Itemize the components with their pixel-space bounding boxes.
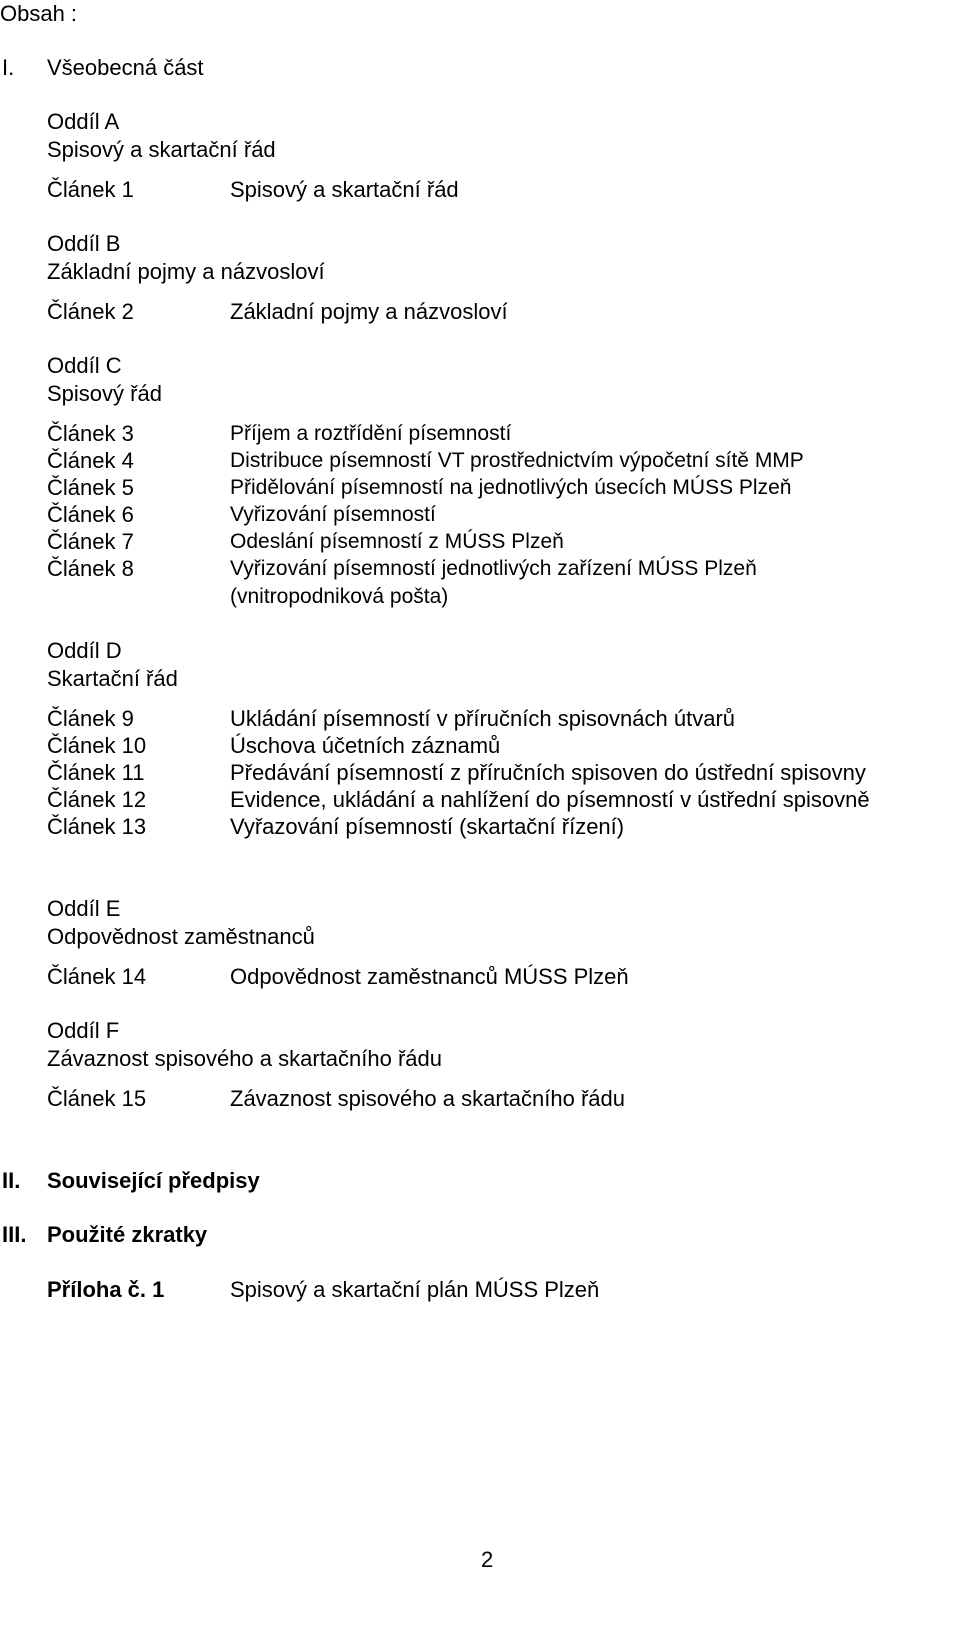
article-8-title-continued: (vnitropodniková pošta) [230, 585, 449, 608]
article-3-title: Příjem a roztřídění písemností [230, 422, 512, 445]
article-2-num: Článek 2 [47, 299, 134, 324]
section-b-label: Oddíl B [47, 231, 121, 256]
article-6-num: Článek 6 [47, 502, 134, 527]
appendix-label: Příloha č. 1 [47, 1277, 165, 1302]
section-e-label: Oddíl E [47, 896, 121, 921]
article-8-title: Vyřizování písemností jednotlivých zařízení MÚSS Plzeň [230, 557, 757, 580]
article-14-title: Odpovědnost zaměstnanců MÚSS Plzeň [230, 964, 629, 989]
page-number: 2 [481, 1547, 494, 1572]
article-3-num: Článek 3 [47, 421, 134, 446]
section-f-label: Oddíl F [47, 1018, 120, 1043]
article-14-num: Článek 14 [47, 964, 147, 989]
article-13-title: Vyřazování písemností (skartační řízení) [230, 814, 625, 839]
article-11-title: Předávání písemností z příručních spisoven do ústřední spisovny [230, 760, 866, 785]
part-1-numeral: I. [2, 55, 15, 80]
part-2-title: Související předpisy [47, 1168, 260, 1193]
article-9-num: Článek 9 [47, 706, 134, 731]
section-d-label: Oddíl D [47, 638, 122, 663]
section-e-title: Odpovědnost zaměstnanců [47, 924, 315, 949]
article-12-title: Evidence, ukládání a nahlížení do písemností v ústřední spisovně [230, 787, 870, 812]
article-7-num: Článek 7 [47, 529, 134, 554]
part-3-title: Použité zkratky [47, 1222, 208, 1247]
article-10-title: Úschova účetních záznamů [230, 733, 501, 758]
article-7-title: Odeslání písemností z MÚSS Plzeň [230, 530, 564, 553]
section-c-title: Spisový řád [47, 381, 162, 406]
article-13-num: Článek 13 [47, 814, 147, 839]
section-a-label: Oddíl A [47, 109, 120, 134]
article-1-title: Spisový a skartační řád [230, 177, 459, 202]
article-4-num: Článek 4 [47, 448, 134, 473]
section-c-label: Oddíl C [47, 353, 122, 378]
section-a-title: Spisový a skartační řád [47, 137, 276, 162]
article-4-title: Distribuce písemností VT prostřednictvím výpočetní sítě MMP [230, 449, 804, 472]
article-11-num: Článek 11 [47, 760, 145, 785]
section-d-title: Skartační řád [47, 666, 178, 691]
article-5-num: Článek 5 [47, 475, 134, 500]
section-f-title: Závaznost spisového a skartačního řádu [47, 1046, 443, 1071]
article-2-title: Základní pojmy a názvosloví [230, 299, 508, 324]
section-b-title: Základní pojmy a názvosloví [47, 259, 325, 284]
article-8-num: Článek 8 [47, 556, 134, 581]
article-6-title: Vyřizování písemností [230, 503, 436, 526]
article-5-title: Přidělování písemností na jednotlivých úsecích MÚSS Plzeň [230, 476, 792, 499]
part-3-numeral: III. [2, 1222, 27, 1247]
article-15-title: Závaznost spisového a skartačního řádu [230, 1086, 626, 1111]
article-9-title: Ukládání písemností v příručních spisovnách útvarů [230, 706, 736, 731]
contents-heading: Obsah : [0, 1, 78, 26]
article-1-num: Článek 1 [47, 177, 134, 202]
article-12-num: Článek 12 [47, 787, 147, 812]
article-10-num: Článek 10 [47, 733, 147, 758]
article-15-num: Článek 15 [47, 1086, 147, 1111]
part-2-numeral: II. [2, 1168, 21, 1193]
part-1-title: Všeobecná část [47, 55, 204, 80]
appendix-title: Spisový a skartační plán MÚSS Plzeň [230, 1277, 600, 1302]
